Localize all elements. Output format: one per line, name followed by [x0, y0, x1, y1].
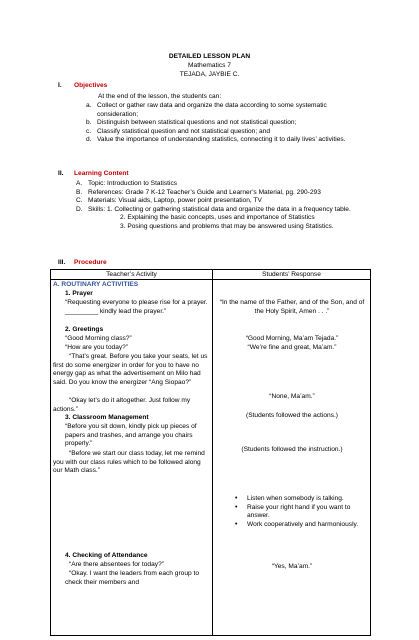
- skill-subitem: 3. Posing questions and problems that may be answered using Statistics.: [120, 222, 334, 230]
- greetings-student-response-2: “We’re fine and great, Ma’am.”: [247, 344, 337, 351]
- attendance-teacher-line-1: “Are there absentees for today?”: [69, 561, 164, 568]
- table-header-row: [51, 270, 371, 280]
- objective-item: b. Distinguish between statistical questions and not statistical question;: [86, 119, 297, 127]
- greetings-teacher-line-1: “Good Morning class?”: [65, 335, 132, 342]
- content-item: C. Materials: Visual aids, Laptop, power point presentation, TV: [76, 197, 262, 205]
- bullet-icon: •: [235, 503, 238, 511]
- attendance-student-response: “Yes, Ma’am.”: [271, 563, 313, 570]
- procedure-title: Procedure: [74, 259, 107, 266]
- class-rules-list: [235, 495, 365, 529]
- class-rule-item: • Work cooperatively and harmoniously.: [235, 520, 359, 528]
- document-subject: Mathematics 7: [188, 62, 231, 69]
- content-item: A. Topic: Introduction to Statistics: [76, 180, 178, 187]
- learning-content-numeral: II.: [58, 170, 64, 177]
- classroom-student-response: (Students followed the instruction.): [241, 446, 343, 453]
- objectives-title: Objectives: [74, 82, 108, 89]
- table-row: [51, 280, 371, 636]
- objectives-numeral: I.: [58, 82, 62, 89]
- routinary-activities-heading: A. ROUTINARY ACTIVITIES: [53, 281, 139, 288]
- learning-content-heading: [58, 170, 129, 179]
- objective-item: c. Classify statistical question and not statistical question; and: [86, 127, 270, 135]
- objectives-list: [86, 102, 368, 145]
- greetings-student-response-4: (Students followed the actions.): [246, 412, 338, 419]
- classroom-teacher-line-1: “Before you sit down, kindly pick up pieces of papers and trashes, and arrange you chairs properly.”: [65, 423, 197, 448]
- procedure-heading: [58, 259, 107, 268]
- content-item: D. Skills: 1. Collecting or gathering statistical data and organize the data in a frequency table.: [76, 205, 351, 213]
- teacher-activity-cell: [51, 280, 213, 636]
- greetings-student-response-1: “Good Morning, Ma’am Tejada.”: [245, 335, 339, 342]
- prayer-student-response: “In the name of the Father, and of the Son, and of the Holy Spirit, Amen . . .”: [219, 299, 365, 315]
- document-header: [0, 52, 419, 79]
- learning-content-title: Learning Content: [74, 170, 129, 177]
- document-author: TEJADA, JAYBIE C.: [179, 71, 240, 78]
- document-title: DETAILED LESSON PLAN: [168, 53, 251, 60]
- greetings-teacher-line-2: “How are you today?”: [65, 344, 129, 351]
- greetings-student-response-3: “None, Ma’am.”: [269, 393, 315, 400]
- class-rule-item: • Raise your right hand if you want to answer.: [235, 503, 351, 520]
- students-response-cell: [213, 280, 371, 636]
- objectives-heading: [58, 82, 107, 91]
- attendance-teacher-line-2: “Okay. I want the leaders from each group to check their members and: [65, 570, 199, 586]
- classroom-management-heading: 3. Classroom Management: [65, 414, 149, 421]
- bullet-icon: •: [235, 520, 238, 528]
- greetings-teacher-line-4: “Okay let’s do it altogether. Just follow my actions.”: [53, 397, 191, 413]
- procedure-numeral: III.: [58, 259, 66, 266]
- greetings-heading: 2. Greetings: [65, 326, 104, 333]
- learning-content-list: [76, 180, 368, 232]
- skill-subitem: 2. Explaining the basic concepts, uses and importance of Statistics: [120, 214, 315, 222]
- students-response-header: Students’ Response: [213, 270, 371, 280]
- greetings-teacher-line-3: “That’s great. Before you take your seats, let us first do some energizer in order for you to have no energy gap as what the advertisement on Milo had said. Do you know the energizer “Ang Siopao?”: [53, 353, 208, 386]
- objective-item: d. Value the importance of understanding statistics, connecting it to daily lives’ activities.: [86, 136, 346, 144]
- prayer-teacher-text: “Requesting everyone to please rise for a prayer. _________ kindly lead the prayer.”: [65, 299, 208, 315]
- objective-item: a. Collect or gather raw data and organize the data according to some systematic consideration;: [86, 102, 327, 118]
- class-rule-item: • Listen when somebody is talking.: [235, 495, 344, 502]
- bullet-icon: •: [235, 495, 238, 502]
- teacher-activity-header: Teacher’s Activity: [51, 270, 213, 280]
- objectives-intro: At the end of the lesson, the students can:: [98, 93, 222, 100]
- prayer-heading: 1. Prayer: [65, 290, 93, 297]
- content-item: B. References: Grade 7 K-12 Teacher’s Guide and Learner’s Material, pg. 290-293: [76, 188, 321, 196]
- classroom-teacher-line-2: “Before we start our class today, let me remind you with our class rules which to be followed along our Math class.”: [53, 450, 205, 475]
- procedure-table: [50, 269, 371, 636]
- attendance-heading: 4. Checking of Attendance: [65, 552, 148, 559]
